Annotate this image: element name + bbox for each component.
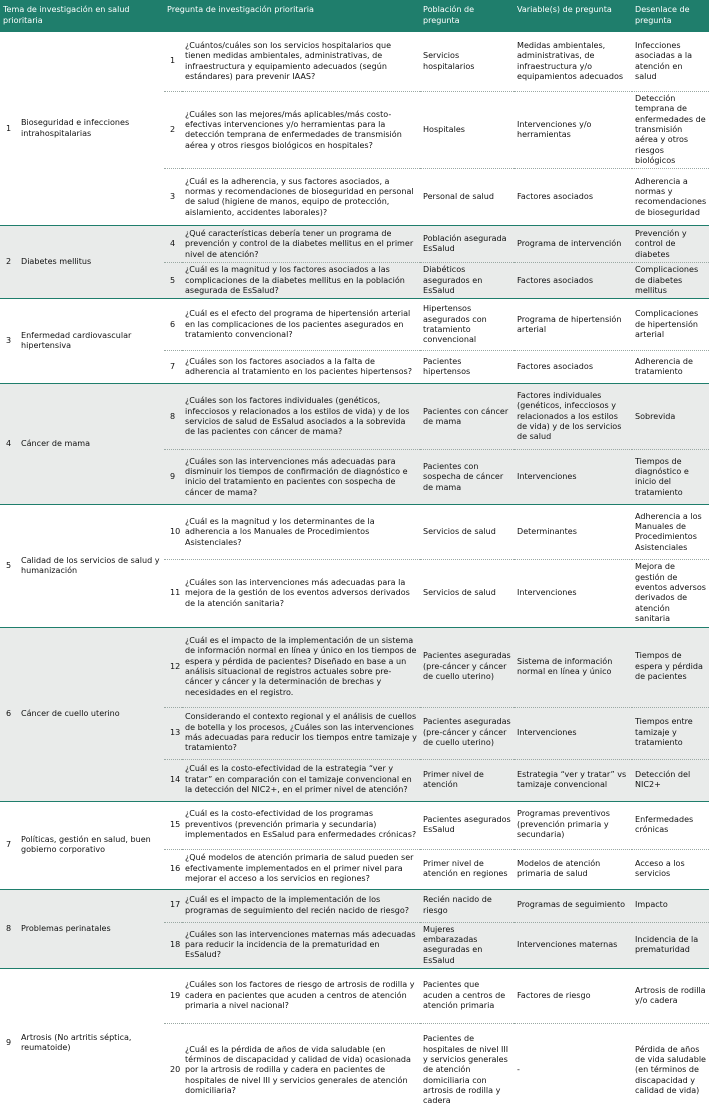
question-number: 14 <box>164 759 182 801</box>
question-text: ¿Qué modelos de atención primaria de salud pueden ser efectivamente implementados en el primer nivel para mejorar el acceso a los servicios en regiones? <box>182 849 420 889</box>
question-number: 10 <box>164 505 182 560</box>
population-cell: Servicios hospitalarios <box>420 32 514 92</box>
question-text: ¿Cuáles son los factores asociados a la falta de adherencia al tratamiento en los pacientes hipertensos? <box>182 351 420 384</box>
outcome-cell: Tiempos de espera y pérdida de pacientes <box>632 627 709 707</box>
outcome-cell: Incidencia de la prematuridad <box>632 922 709 968</box>
outcome-cell: Detección temprana de enfermedades de transmisión aérea y otros riesgos biológicos <box>632 92 709 169</box>
variables-cell: Determinantes <box>514 505 632 560</box>
topic-name: Cáncer de mama <box>18 384 164 505</box>
outcome-cell: Enfermedades crónicas <box>632 801 709 849</box>
outcome-cell: Infecciones asociadas a la atención en salud <box>632 32 709 92</box>
outcome-cell: Acceso a los servicios <box>632 849 709 889</box>
population-cell: Recién nacido de riesgo <box>420 889 514 922</box>
question-number: 3 <box>164 169 182 226</box>
table-row <box>0 299 709 351</box>
population-cell: Pacientes de hospitales de nivel III y servicios generales de atención domiciliaria con artrosis de rodilla y cadera <box>420 1023 514 1117</box>
question-text: ¿Cuál es el efecto del programa de hipertensión arterial en las complicaciones de los pacientes asegurados en tratamiento convencional? <box>182 299 420 351</box>
outcome-cell: Detección del NIC2+ <box>632 759 709 801</box>
question-text: ¿Cuál es la pérdida de años de vida saludable (en términos de discapacidad y calidad de vida) ocasionada por la artrosis de rodilla y cadera en pacientes de hospitales de nivel III y servicios generales de atención domiciliaria? <box>182 1023 420 1117</box>
variables-cell: Factores asociados <box>514 263 632 299</box>
question-text: ¿Cuál es la magnitud y los factores asociados a las complicaciones de la diabetes mellitus en la población asegurada de EsSalud? <box>182 263 420 299</box>
variables-cell: Intervenciones maternas <box>514 922 632 968</box>
table-row <box>0 968 709 1023</box>
outcome-cell: Mejora de gestión de eventos adversos derivados de atención sanitaria <box>632 560 709 627</box>
question-number: 17 <box>164 889 182 922</box>
population-cell: Pacientes con sospecha de cáncer de mama <box>420 450 514 505</box>
question-text: ¿Qué características debería tener un programa de prevención y control de la diabetes mellitus en el primer nivel de atención? <box>182 226 420 263</box>
outcome-cell: Prevención y control de diabetes <box>632 226 709 263</box>
topic-number: 2 <box>0 226 18 299</box>
outcome-cell: Sobrevida <box>632 384 709 450</box>
header-outcome: Desenlace de pregunta <box>632 0 709 32</box>
topic-number: 7 <box>0 801 18 889</box>
table-row <box>0 384 709 450</box>
outcome-cell: Adherencia a los Manuales de Procedimientos Asistenciales <box>632 505 709 560</box>
topic-number: 8 <box>0 889 18 968</box>
population-cell: Pacientes asegurados EsSalud <box>420 801 514 849</box>
question-text: ¿Cuántos/cuáles son los servicios hospitalarios que tienen medidas ambientales, administrativas, de infraestructura y equipamiento adecuados (según estándares) para prevenir IAAS? <box>182 32 420 92</box>
variables-cell: Programa de intervención <box>514 226 632 263</box>
variables-cell: Intervenciones <box>514 707 632 759</box>
population-cell: Hospitales <box>420 92 514 169</box>
variables-cell: Estrategia “ver y tratar” vs tamizaje convencional <box>514 759 632 801</box>
question-text: ¿Cuál es la adherencia, y sus factores asociados, a normas y recomendaciones de bioseguridad en personal de salud (higiene de manos, equipo de protección, aislamiento, accidentes laborales)? <box>182 169 420 226</box>
population-cell: Servicios de salud <box>420 560 514 627</box>
header-question: Pregunta de investigación prioritaria <box>164 0 420 32</box>
topic-name: Bioseguridad e infecciones intrahospitalarias <box>18 32 164 226</box>
population-cell: Pacientes aseguradas (pre-cáncer y cáncer de cuello uterino) <box>420 707 514 759</box>
population-cell: Pacientes hipertensos <box>420 351 514 384</box>
question-text: ¿Cuáles son los factores de riesgo de artrosis de rodilla y cadera en pacientes que acuden a centros de atención primaria a nivel nacional? <box>182 968 420 1023</box>
outcome-cell: Adherencia de tratamiento <box>632 351 709 384</box>
variables-cell: Intervenciones y/o herramientas <box>514 92 632 169</box>
population-cell: Pacientes con cáncer de mama <box>420 384 514 450</box>
variables-cell: Sistema de información normal en línea y único <box>514 627 632 707</box>
topic-name: Enfermedad cardiovascular hipertensiva <box>18 299 164 384</box>
question-text: ¿Cuál es el impacto de la implementación de un sistema de información normal en línea y único en los tiempos de espera y pérdida de pacientes? Diseñado en base a un análisis situacional de registros actuales sobre pre-cáncer y cáncer y la determinación de brechas y necesidades en el registro. <box>182 627 420 707</box>
variables-cell: Factores asociados <box>514 351 632 384</box>
population-cell: Población asegurada EsSalud <box>420 226 514 263</box>
question-text: ¿Cuáles son las intervenciones maternas más adecuadas para reducir la incidencia de la prematuridad en EsSalud? <box>182 922 420 968</box>
variables-cell: Intervenciones <box>514 560 632 627</box>
population-cell: Mujeres embarazadas aseguradas en EsSalud <box>420 922 514 968</box>
topic-name: Problemas perinatales <box>18 889 164 968</box>
topic-number: 3 <box>0 299 18 384</box>
question-number: 20 <box>164 1023 182 1117</box>
variables-cell: Intervenciones <box>514 450 632 505</box>
question-text: ¿Cuál es la costo-efectividad de los programas preventivos (prevención primaria y secundaria) implementados en EsSalud para enfermedades crónicas? <box>182 801 420 849</box>
table-row <box>0 627 709 707</box>
question-number: 13 <box>164 707 182 759</box>
topic-number: 6 <box>0 627 18 801</box>
question-number: 8 <box>164 384 182 450</box>
topic-number: 5 <box>0 505 18 627</box>
table-row <box>0 226 709 263</box>
question-number: 5 <box>164 263 182 299</box>
outcome-cell: Adherencia a normas y recomendaciones de bioseguridad <box>632 169 709 226</box>
population-cell: Hipertensos asegurados con tratamiento convencional <box>420 299 514 351</box>
topic-number: 4 <box>0 384 18 505</box>
question-number: 12 <box>164 627 182 707</box>
population-cell: Primer nivel de atención <box>420 759 514 801</box>
variables-cell: Factores asociados <box>514 169 632 226</box>
question-text: Considerando el contexto regional y el análisis de cuellos de botella y los procesos, ¿Cuáles son las intervenciones más adecuadas para reducir los tiempos entre tamizaje y tratamiento? <box>182 707 420 759</box>
question-number: 16 <box>164 849 182 889</box>
population-cell: Primer nivel de atención en regiones <box>420 849 514 889</box>
population-cell: Servicios de salud <box>420 505 514 560</box>
question-number: 11 <box>164 560 182 627</box>
outcome-cell: Complicaciones de diabetes mellitus <box>632 263 709 299</box>
question-number: 6 <box>164 299 182 351</box>
question-text: ¿Cuáles son las intervenciones más adecuadas para disminuir los tiempos de confirmación de diagnóstico e inicio del tratamiento en pacientes con sospecha de cáncer de mama? <box>182 450 420 505</box>
population-cell: Personal de salud <box>420 169 514 226</box>
outcome-cell: Tiempos de diagnóstico e inicio del tratamiento <box>632 450 709 505</box>
question-text: ¿Cuál es la magnitud y los determinantes de la adherencia a los Manuales de Procedimientos Asistenciales? <box>182 505 420 560</box>
question-number: 2 <box>164 92 182 169</box>
question-text: ¿Cuál es la costo-efectividad de la estrategia “ver y tratar” en comparación con el tamizaje convencional en la detección del NIC2+, en el primer nivel de atención? <box>182 759 420 801</box>
question-number: 7 <box>164 351 182 384</box>
outcome-cell: Pérdida de años de vida saludable (en términos de discapacidad y calidad de vida) <box>632 1023 709 1117</box>
topic-name: Políticas, gestión en salud, buen gobierno corporativo <box>18 801 164 889</box>
variables-cell: Programas preventivos (prevención primaria y secundaria) <box>514 801 632 849</box>
header-row <box>0 0 709 32</box>
table-row <box>0 505 709 560</box>
topic-name: Artrosis (No artritis séptica, reumatoide) <box>18 968 164 1117</box>
question-number: 1 <box>164 32 182 92</box>
topic-name: Cáncer de cuello uterino <box>18 627 164 801</box>
table-row <box>0 889 709 922</box>
question-number: 15 <box>164 801 182 849</box>
outcome-cell: Complicaciones de hipertensión arterial <box>632 299 709 351</box>
variables-cell: Factores individuales (genéticos, infecciosos y relacionados a los estilos de vida) y de los servicios de salud <box>514 384 632 450</box>
topic-name: Diabetes mellitus <box>18 226 164 299</box>
question-number: 19 <box>164 968 182 1023</box>
variables-cell: Factores de riesgo <box>514 968 632 1023</box>
topic-name: Calidad de los servicios de salud y humanización <box>18 505 164 627</box>
variables-cell: Programa de hipertensión arterial <box>514 299 632 351</box>
table-row <box>0 801 709 849</box>
question-text: ¿Cuáles son los factores individuales (genéticos, infecciosos y relacionados a los estilos de vida) y de los servicios de salud de EsSalud asociados a la sobrevida de las pacientes con cáncer de mama? <box>182 384 420 450</box>
topic-number: 9 <box>0 968 18 1117</box>
outcome-cell: Tiempos entre tamizaje y tratamiento <box>632 707 709 759</box>
variables-cell: - <box>514 1023 632 1117</box>
variables-cell: Medidas ambientales, administrativas, de infraestructura y/o equipamientos adecuados <box>514 32 632 92</box>
question-text: ¿Cuáles son las mejores/más aplicables/más costo-efectivas intervenciones y/o herramientas para la detección temprana de enfermedades de transmisión aérea y otros riesgos biológicos en hospitales? <box>182 92 420 169</box>
question-text: ¿Cuál es el impacto de la implementación de los programas de seguimiento del recién nacido de riesgo? <box>182 889 420 922</box>
header-population: Población de pregunta <box>420 0 514 32</box>
question-number: 4 <box>164 226 182 263</box>
header-topic: Tema de investigación en salud prioritaria <box>0 0 164 32</box>
variables-cell: Modelos de atención primaria de salud <box>514 849 632 889</box>
table-row <box>0 32 709 92</box>
variables-cell: Programas de seguimiento <box>514 889 632 922</box>
outcome-cell: Impacto <box>632 889 709 922</box>
population-cell: Pacientes aseguradas (pre-cáncer y cáncer de cuello uterino) <box>420 627 514 707</box>
outcome-cell: Artrosis de rodilla y/o cadera <box>632 968 709 1023</box>
population-cell: Pacientes que acuden a centros de atención primaria <box>420 968 514 1023</box>
header-variables: Variable(s) de pregunta <box>514 0 632 32</box>
question-text: ¿Cuáles son las intervenciones más adecuadas para la mejora de la gestión de los eventos adversos derivados de la atención sanitaria? <box>182 560 420 627</box>
population-cell: Diabéticos asegurados en EsSalud <box>420 263 514 299</box>
topic-number: 1 <box>0 32 18 226</box>
question-number: 9 <box>164 450 182 505</box>
question-number: 18 <box>164 922 182 968</box>
